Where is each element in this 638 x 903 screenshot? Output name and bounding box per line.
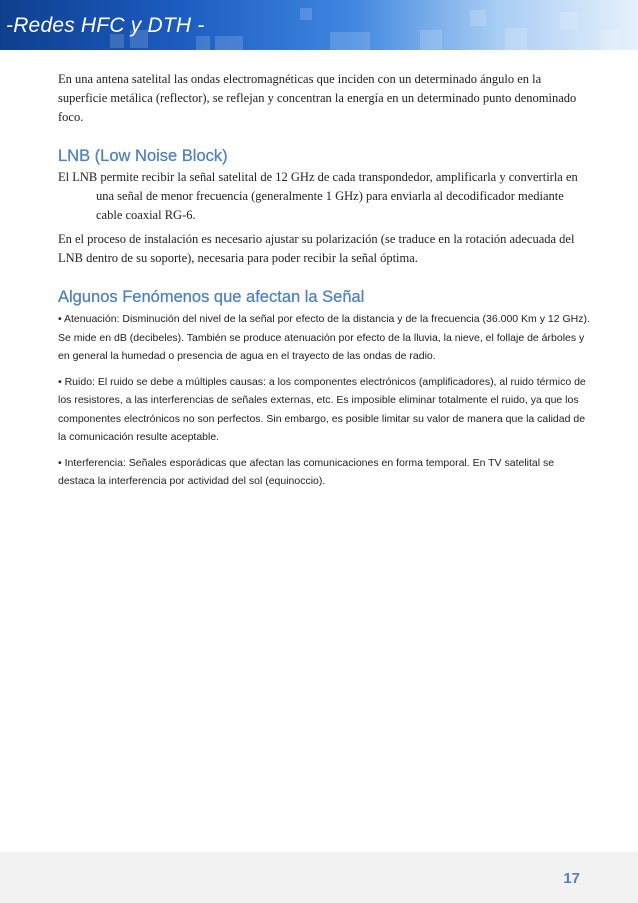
lnb-paragraph-2: En el proceso de instalación es necesario ajustar su polarización (se traduce en la rotación adecuada del LNB dentro de su soporte), necesaria para poder recibir la señal óptima. — [58, 232, 575, 265]
header-decoration — [505, 28, 527, 50]
header-decoration — [300, 8, 312, 20]
page-content — [58, 70, 593, 491]
intro-paragraph: En una antena satelital las ondas electromagnéticas que inciden con un determinado ángulo en la superficie metálica (reflector), se reflejan y concentran la energía en un determinado punto denominado foco. — [58, 72, 577, 124]
phenomenon-attenuation: • Atenuación: Disminución del nivel de la señal por efecto de la distancia y de la frecuencia (36.000 Km y 12 GHz). Se mide en dB (decibeles). También se produce atenuación por efecto de la lluvia, la nieve, el follaje de árboles y en general la humedad o presencia de agua en el trayecto de las ondas de radio. — [58, 313, 590, 362]
phenomena-heading: Algunos Fenómenos que afectan la Señal — [58, 288, 365, 306]
page-header — [0, 0, 638, 50]
header-decoration — [196, 36, 210, 50]
header-decoration — [600, 30, 620, 50]
header-decoration — [560, 12, 578, 30]
header-decoration — [215, 36, 243, 50]
header-title: -Redes HFC y DTH - — [6, 14, 205, 37]
header-decoration — [420, 30, 442, 50]
header-decoration — [470, 10, 486, 26]
lnb-paragraph-1: El LNB permite recibir la señal satelital de 12 GHz de cada transpondedor, amplificarla y convertirla en una señal de menor frecuencia (generalmente 1 GHz) para enviarla al decodificador mediante cable coaxial RG-6. — [58, 170, 578, 222]
lnb-heading: LNB (Low Noise Block) — [58, 147, 228, 165]
phenomenon-noise: • Ruido: El ruido se debe a múltiples causas: a los componentes electrónicos (amplificadores), al ruido térmico de los resistores, a las interferencias de señales externas, etc. Es imposible eliminar totalmente el ruido, ya que los componentes electrónicos no son perfectos. Sin embargo, es posible limitar su valor de manera que la calidad de la comunicación resulte aceptable. — [58, 375, 586, 443]
page-number: 17 — [563, 870, 580, 887]
header-decoration — [330, 32, 370, 50]
phenomenon-interference: • Interferencia: Señales esporádicas que afectan las comunicaciones en forma temporal. En TV satelital se destaca la interferencia por actividad del sol (equinoccio). — [58, 456, 555, 487]
page-footer — [0, 852, 638, 903]
